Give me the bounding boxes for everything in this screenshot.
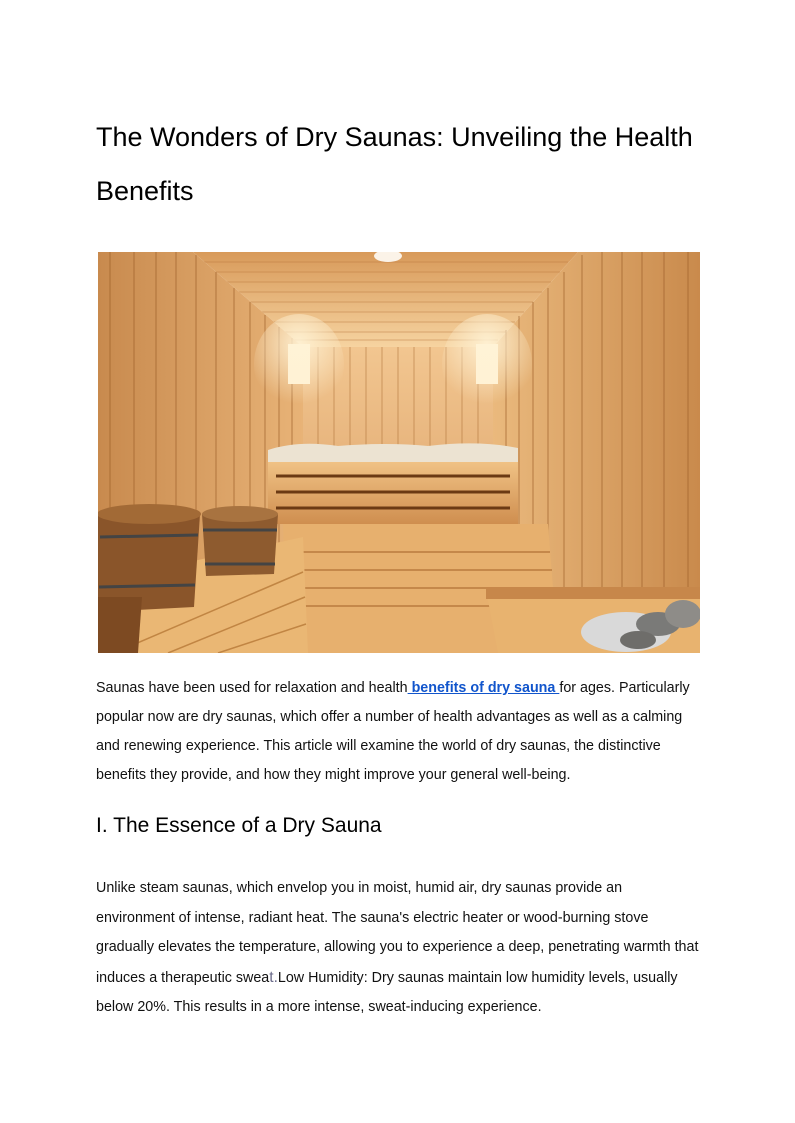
page-title: The Wonders of Dry Saunas: Unveiling the Health Benefits: [96, 122, 693, 206]
sauna-photo: [98, 252, 700, 653]
section-text-after: Low Humidity: Dry saunas maintain low humidity levels, usually below 20%. This results in a more intense, sweat-inducing experience.: [96, 969, 678, 1015]
section-text-accent: t.: [269, 968, 278, 986]
intro-text-after: for ages. Particularly popular now are dry saunas, which offer a number of health advantages as well as a calming and renewing experience. This article will examine the world of dry saunas, the distinctive benefits they provide, and how they might improve your general well-being.: [96, 680, 690, 783]
article-header: [96, 110, 700, 218]
section-heading: I. The Essence of a Dry Sauna: [96, 814, 382, 837]
intro-paragraph: [96, 674, 700, 790]
benefits-link[interactable]: benefits of dry sauna: [407, 680, 560, 696]
section-paragraph: [96, 874, 700, 1023]
section-text-before: Unlike steam saunas, which envelop you in moist, humid air, dry saunas provide an environment of intense, radiant heat. The sauna's electric heater or wood-burning stove gradually elevates the temperature, allowing you to experience a deep, penetrating warmth that induces a therapeutic swea: [96, 880, 699, 986]
intro-text-before: Saunas have been used for relaxation and health: [96, 680, 408, 696]
